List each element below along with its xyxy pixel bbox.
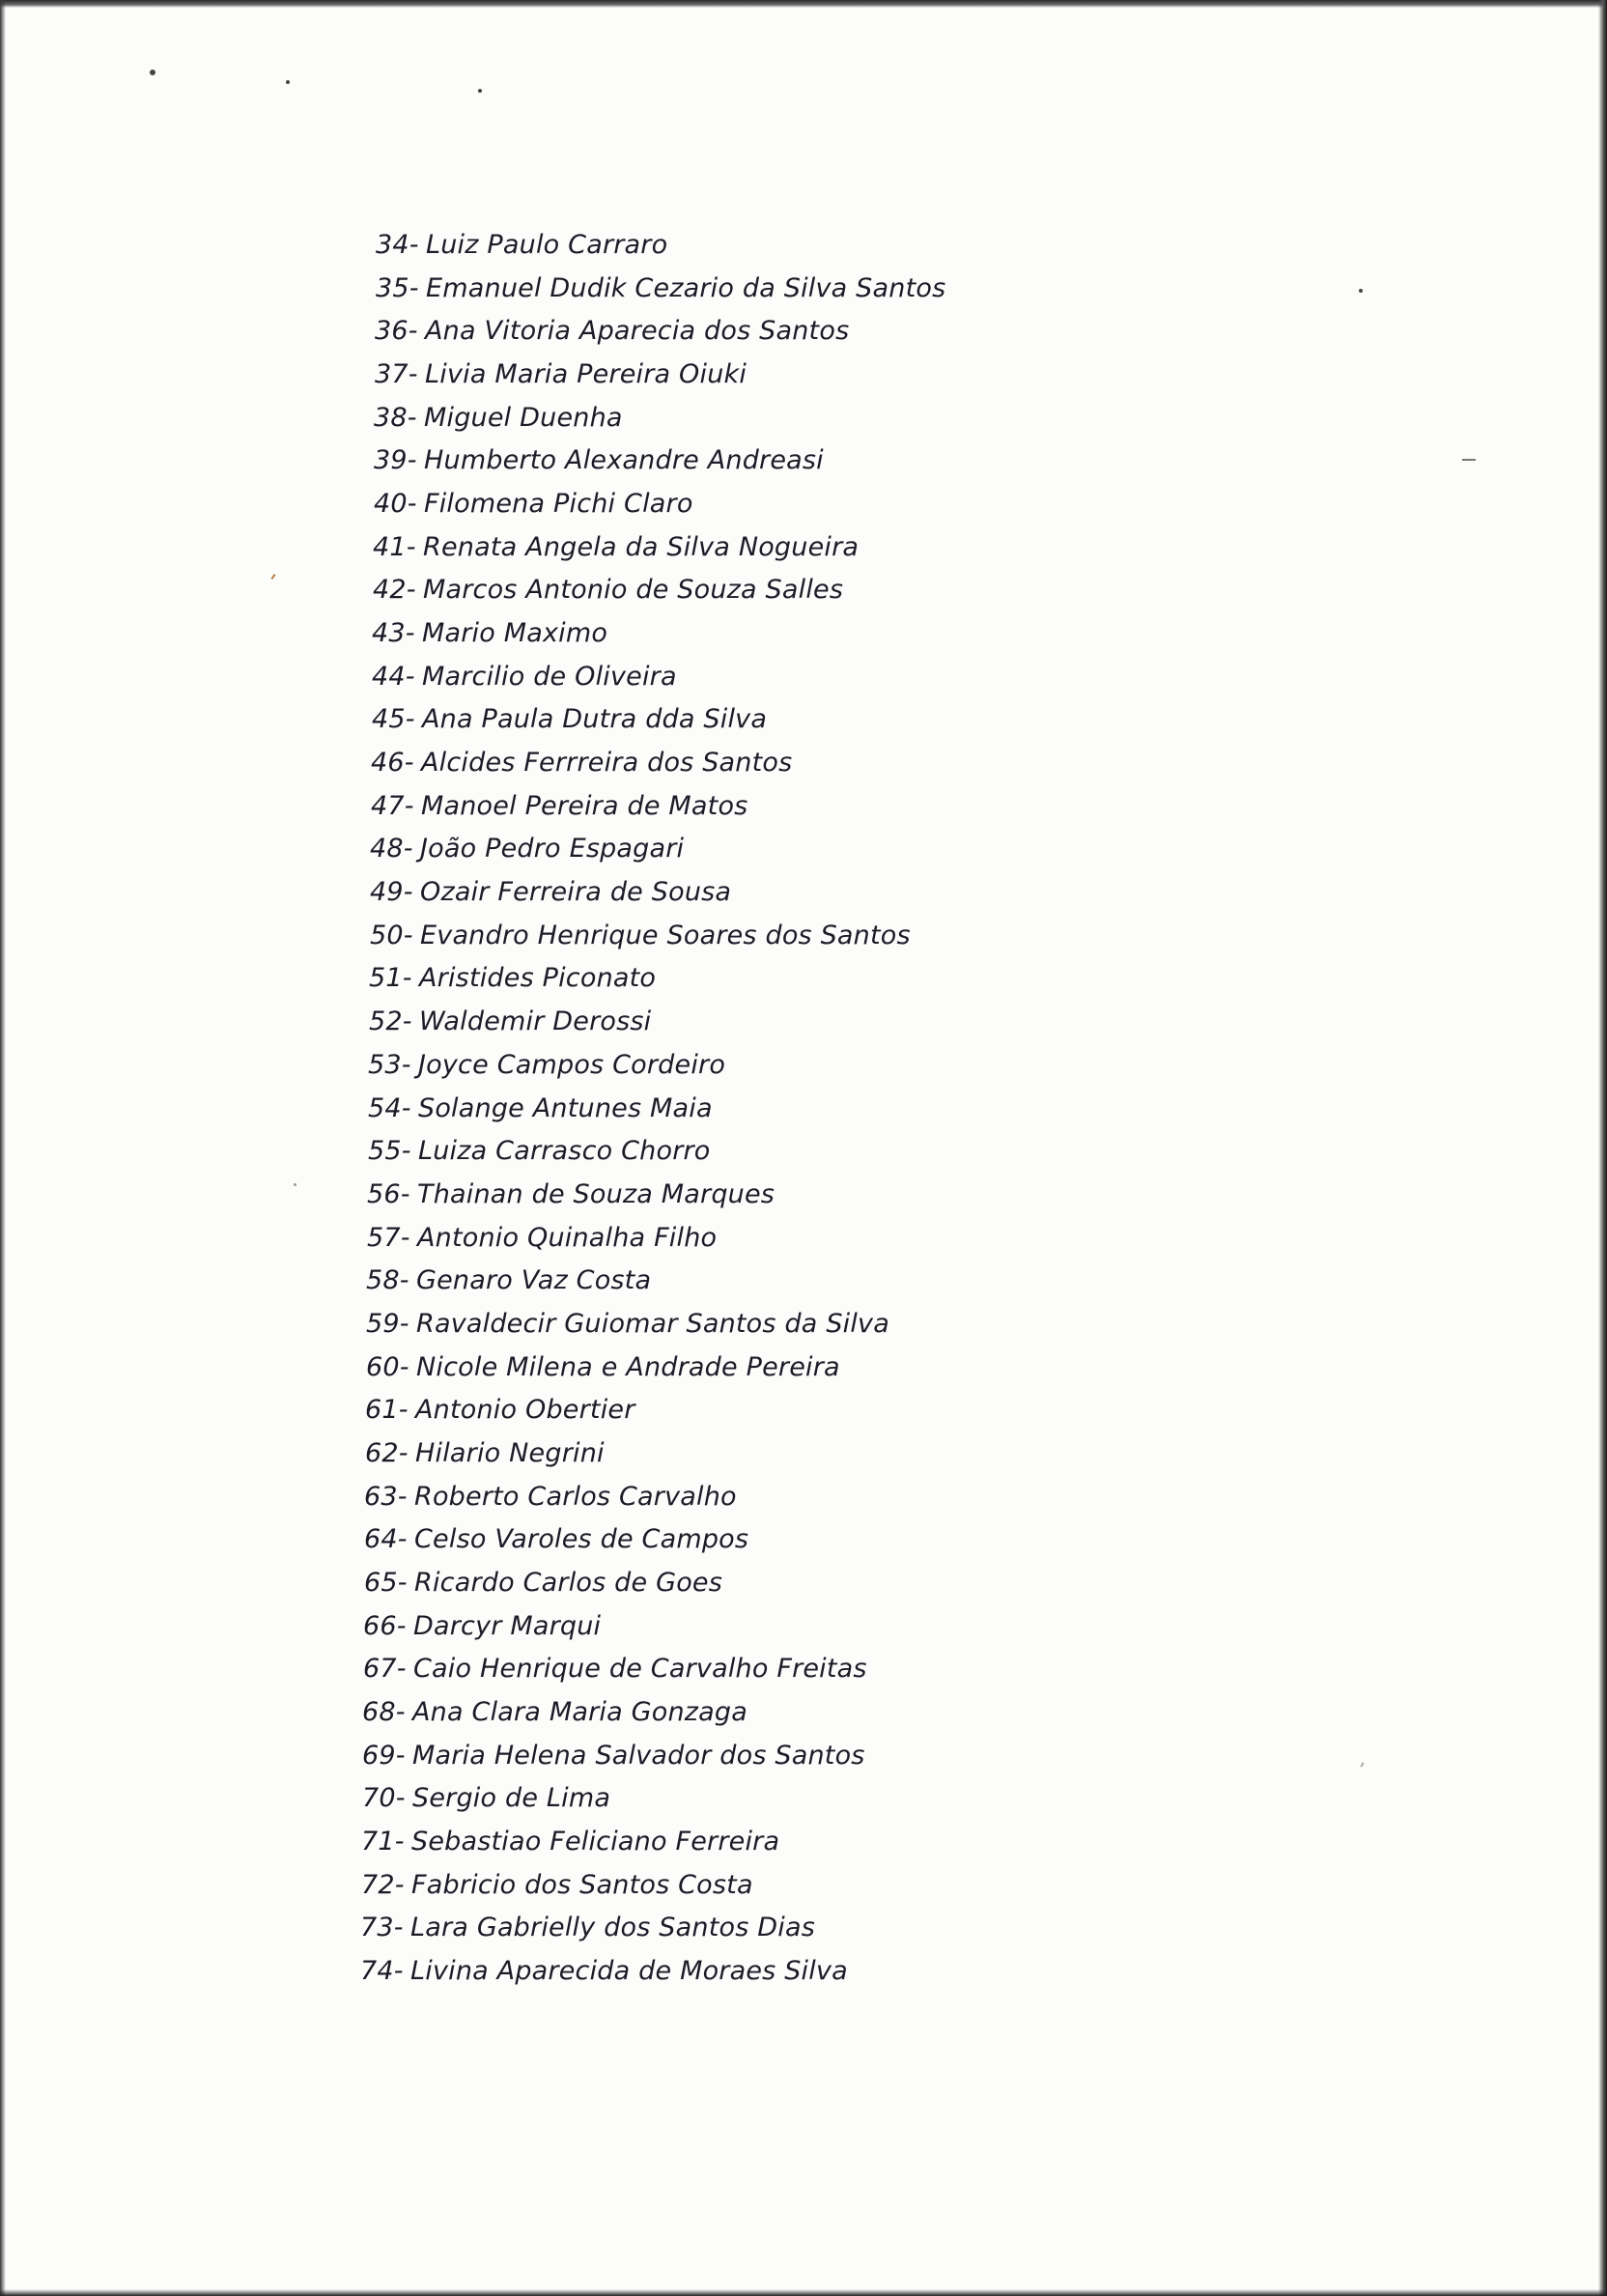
entry-number: 49-: [370, 877, 413, 907]
entry-number: 51-: [369, 963, 412, 993]
entry-name: Genaro Vaz Costa: [416, 1265, 652, 1295]
entry-number: 44-: [372, 662, 415, 692]
scan-edge-right: [1598, 0, 1607, 2296]
list-item: [364, 1524, 748, 1555]
entry-number: 64-: [364, 1524, 408, 1554]
entry-number: 62-: [365, 1438, 409, 1468]
list-item: [368, 1136, 711, 1167]
list-item: [376, 273, 945, 304]
entry-name: Ana Paula Dutra dda Silva: [422, 704, 768, 734]
entry-number: 69-: [362, 1741, 406, 1771]
entry-number: 60-: [366, 1352, 409, 1382]
list-item: [363, 1611, 601, 1642]
entry-number: 52-: [369, 1006, 412, 1036]
entry-number: 40-: [374, 489, 417, 519]
list-item: [371, 791, 747, 822]
scan-mark: [1462, 459, 1476, 461]
entry-number: 63-: [364, 1482, 408, 1512]
list-item: [374, 489, 693, 520]
scan-edge-top: [0, 0, 1607, 8]
entry-name: Evandro Henrique Soares dos Santos: [420, 921, 911, 950]
list-item: [364, 1568, 722, 1599]
entry-name: Ozair Ferreira de Sousa: [420, 877, 732, 907]
entry-number: 58-: [366, 1265, 409, 1295]
entry-number: 71-: [361, 1827, 405, 1857]
entry-number: 66-: [363, 1611, 407, 1641]
list-item: [370, 921, 911, 951]
entry-name: Livia Maria Pereira Oiuki: [425, 359, 747, 389]
list-item: [371, 748, 792, 779]
entry-name: Filomena Pichi Claro: [424, 489, 693, 519]
list-item: [376, 230, 667, 261]
entry-name: Joyce Campos Cordeiro: [418, 1050, 726, 1080]
list-item: [362, 1697, 747, 1728]
entry-name: Antonio Quinalha Filho: [417, 1223, 718, 1253]
scan-speck: [294, 1183, 296, 1186]
entry-number: 54-: [368, 1093, 411, 1123]
entry-name: João Pedro Espagari: [420, 834, 685, 864]
entry-name: Alcides Ferrreira dos Santos: [421, 748, 793, 778]
entry-number: 36-: [375, 316, 418, 346]
list-item: [369, 1006, 651, 1037]
entry-number: 45-: [372, 704, 415, 734]
entry-name: Waldemir Derossi: [419, 1006, 652, 1036]
entry-name: Darcyr Marqui: [413, 1611, 602, 1641]
entry-name: Sergio de Lima: [412, 1783, 611, 1813]
entry-number: 48-: [370, 834, 413, 864]
list-item: [366, 1352, 840, 1383]
list-item: [360, 1956, 848, 1987]
scan-speck: [478, 89, 482, 93]
entry-name: Fabricio dos Santos Costa: [411, 1870, 753, 1900]
entry-number: 67-: [363, 1654, 407, 1684]
list-item: [369, 963, 656, 994]
entry-name: Ravaldecir Guiomar Santos da Silva: [416, 1309, 889, 1339]
entry-number: 65-: [364, 1568, 408, 1598]
list-item: [370, 877, 731, 908]
entry-name: Ana Vitoria Aparecia dos Santos: [425, 316, 850, 346]
list-item: [374, 403, 623, 434]
scan-edge-left: [0, 0, 6, 2296]
list-item: [363, 1654, 867, 1685]
entry-number: 50-: [370, 921, 413, 950]
entry-number: 56-: [367, 1179, 410, 1209]
entry-name: Solange Antunes Maia: [418, 1093, 713, 1123]
entry-name: Caio Henrique de Carvalho Freitas: [413, 1654, 867, 1684]
entry-name: Humberto Alexandre Andreasi: [424, 445, 824, 475]
entry-name: Lara Gabrielly dos Santos Dias: [410, 1913, 815, 1942]
entry-name: Emanuel Dudik Cezario da Silva Santos: [426, 273, 946, 303]
list-item: [375, 316, 849, 347]
list-item: [366, 1309, 889, 1340]
scan-speck: [150, 70, 155, 75]
entry-number: 72-: [361, 1870, 405, 1900]
list-item: [360, 1913, 815, 1943]
entry-number: 39-: [374, 445, 417, 475]
list-item: [365, 1395, 635, 1426]
list-item: [361, 1870, 753, 1901]
scan-mark: [1360, 1762, 1364, 1767]
scan-speck: [286, 80, 290, 84]
entry-name: Marcos Antonio de Souza Salles: [423, 575, 844, 605]
entry-number: 73-: [360, 1913, 404, 1942]
entry-name: Thainan de Souza Marques: [417, 1179, 775, 1209]
entry-name: Maria Helena Salvador dos Santos: [412, 1741, 865, 1771]
entry-number: 47-: [371, 791, 414, 821]
list-item: [375, 359, 747, 390]
entry-number: 35-: [376, 273, 419, 303]
entry-name: Mario Maximo: [422, 618, 608, 648]
list-item: [372, 662, 677, 693]
entry-name: Celso Varoles de Campos: [414, 1524, 749, 1554]
entry-number: 70-: [362, 1783, 406, 1813]
entry-number: 42-: [373, 575, 416, 605]
entry-number: 34-: [376, 230, 419, 260]
list-item: [365, 1438, 605, 1469]
entry-number: 55-: [368, 1136, 411, 1166]
entry-number: 57-: [367, 1223, 410, 1253]
entry-name: Luiza Carrasco Chorro: [418, 1136, 711, 1166]
entry-number: 46-: [371, 748, 414, 778]
list-item: [370, 834, 684, 865]
entry-number: 38-: [374, 403, 417, 433]
list-item: [367, 1179, 775, 1210]
list-item: [368, 1093, 713, 1124]
scan-edge-bottom: [0, 2289, 1607, 2296]
entry-name: Marcilio de Oliveira: [422, 662, 677, 692]
list-item: [361, 1827, 779, 1857]
entry-number: 59-: [366, 1309, 409, 1339]
list-item: [372, 704, 767, 735]
list-item: [368, 1050, 725, 1081]
scan-mark: [270, 574, 275, 580]
list-item: [362, 1783, 610, 1814]
entry-number: 41-: [373, 532, 416, 562]
entry-number: 74-: [360, 1956, 404, 1986]
entry-name: Hilario Negrini: [415, 1438, 605, 1468]
list-item: [373, 575, 843, 606]
list-item: [372, 618, 607, 649]
entry-name: Ricardo Carlos de Goes: [414, 1568, 723, 1598]
list-item: [374, 445, 824, 476]
list-item: [362, 1741, 865, 1772]
list-item: [366, 1265, 651, 1296]
entry-number: 61-: [365, 1395, 409, 1425]
entry-name: Renata Angela da Silva Nogueira: [423, 532, 860, 562]
entry-number: 43-: [372, 618, 415, 648]
entry-name: Roberto Carlos Carvalho: [414, 1482, 737, 1512]
entry-name: Sebastiao Feliciano Ferreira: [411, 1827, 780, 1857]
entry-number: 68-: [362, 1697, 406, 1727]
entry-name: Livina Aparecida de Moraes Silva: [410, 1956, 848, 1986]
entry-number: 53-: [368, 1050, 411, 1080]
list-item: [367, 1223, 717, 1254]
entry-name: Miguel Duenha: [424, 403, 623, 433]
entry-name: Antonio Obertier: [415, 1395, 635, 1425]
list-item: [373, 532, 859, 563]
entry-number: 37-: [375, 359, 418, 389]
entry-name: Ana Clara Maria Gonzaga: [412, 1697, 747, 1727]
entry-name: Nicole Milena e Andrade Pereira: [416, 1352, 840, 1382]
scan-speck: [1359, 289, 1363, 293]
entry-name: Aristides Piconato: [419, 963, 657, 993]
entry-name: Manoel Pereira de Matos: [421, 791, 748, 821]
entry-name: Luiz Paulo Carraro: [426, 230, 668, 260]
list-item: [364, 1482, 737, 1513]
